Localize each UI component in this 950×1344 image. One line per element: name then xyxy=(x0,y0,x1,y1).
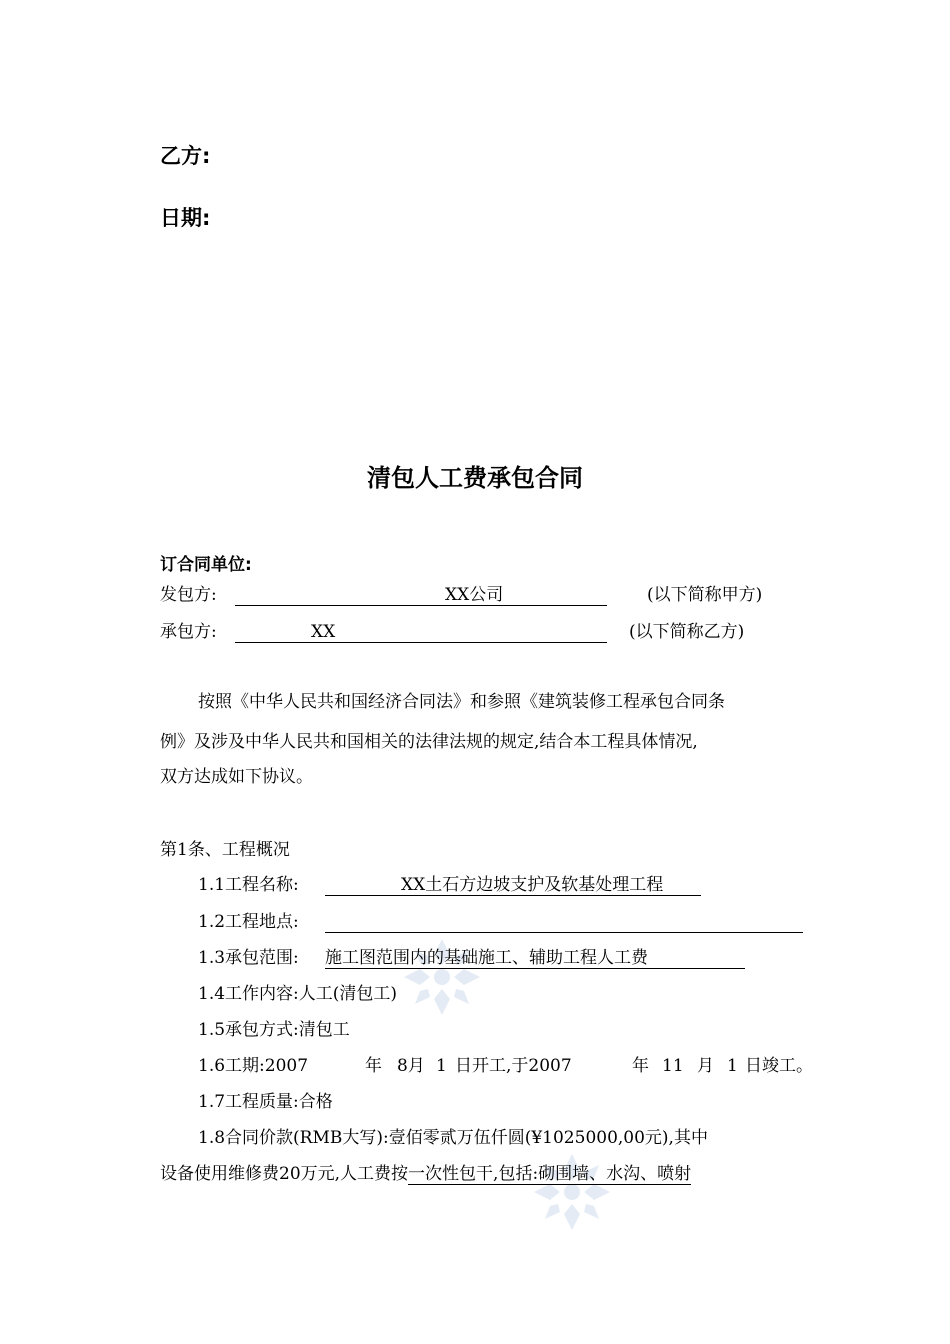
price-line-2-plain: 设备使用维修费20万元,人工费按 xyxy=(160,1164,409,1184)
preamble-line-2: 例》及涉及中华人民共和国相关的法律法规的规定,结合本工程具体情况, xyxy=(160,732,698,752)
contract-title: 清包人工费承包合同 xyxy=(367,464,583,492)
employer-field xyxy=(235,585,607,606)
scope-label: 1.3承包范围: xyxy=(198,948,299,968)
period-year-1: 年 xyxy=(365,1056,382,1076)
period-end-suffix: 日竣工。 xyxy=(745,1056,813,1076)
project-name-field xyxy=(325,875,701,896)
parties-heading: 订合同单位: xyxy=(160,555,252,575)
scope-field xyxy=(325,948,745,969)
project-name-label: 1.1工程名称: xyxy=(198,875,299,895)
party-b-signature-label: 乙方: xyxy=(160,144,211,168)
period-start-day: 1 xyxy=(436,1056,447,1076)
date-signature-label: 日期: xyxy=(160,206,211,230)
price-line-2 xyxy=(160,1164,691,1184)
contractor-value: XX xyxy=(311,622,336,642)
watermark-snowflake-icon xyxy=(530,1150,614,1234)
period-month-label: 月 xyxy=(697,1056,714,1076)
work-content: 1.4工作内容:人工(清包工) xyxy=(198,984,398,1004)
article-1-heading: 第1条、工程概况 xyxy=(160,840,290,860)
period-end-day: 1 xyxy=(727,1056,738,1076)
period-prefix: 1.6工期:2007 xyxy=(198,1056,309,1076)
contractor-label: 承包方: xyxy=(160,622,217,642)
contractor-note: (以下简称乙方) xyxy=(629,622,745,642)
period-end-month: 11 xyxy=(662,1056,684,1076)
scope-value: 施工图范围内的基础施工、辅助工程人工费 xyxy=(325,948,648,968)
period-start-month: 8月 xyxy=(397,1056,425,1076)
period-year-2: 年 xyxy=(632,1056,649,1076)
project-location-label: 1.2工程地点: xyxy=(198,912,299,932)
project-name-value: XX土石方边坡支护及软基处理工程 xyxy=(401,875,664,895)
employer-value: XX公司 xyxy=(445,585,504,605)
employer-note: (以下简称甲方) xyxy=(647,585,763,605)
employer-label: 发包方: xyxy=(160,585,217,605)
price-line-2-underlined: 一次性包干,包括:砌围墙、水沟、喷射 xyxy=(408,1164,692,1184)
contract-method: 1.5承包方式:清包工 xyxy=(198,1020,350,1040)
contractor-field xyxy=(235,622,607,643)
preamble-line-1: 按照《中华人民共和国经济合同法》和参照《建筑装修工程承包合同条 xyxy=(198,692,725,712)
price-line-1: 1.8合同价款(RMB大写):壹佰零贰万伍仟圆(¥1025000,00元),其中 xyxy=(198,1128,708,1148)
quality: 1.7工程质量:合格 xyxy=(198,1092,333,1112)
period-start-suffix: 日开工,于2007 xyxy=(455,1056,572,1076)
preamble-line-3: 双方达成如下协议。 xyxy=(160,767,313,787)
project-location-field xyxy=(325,912,803,933)
